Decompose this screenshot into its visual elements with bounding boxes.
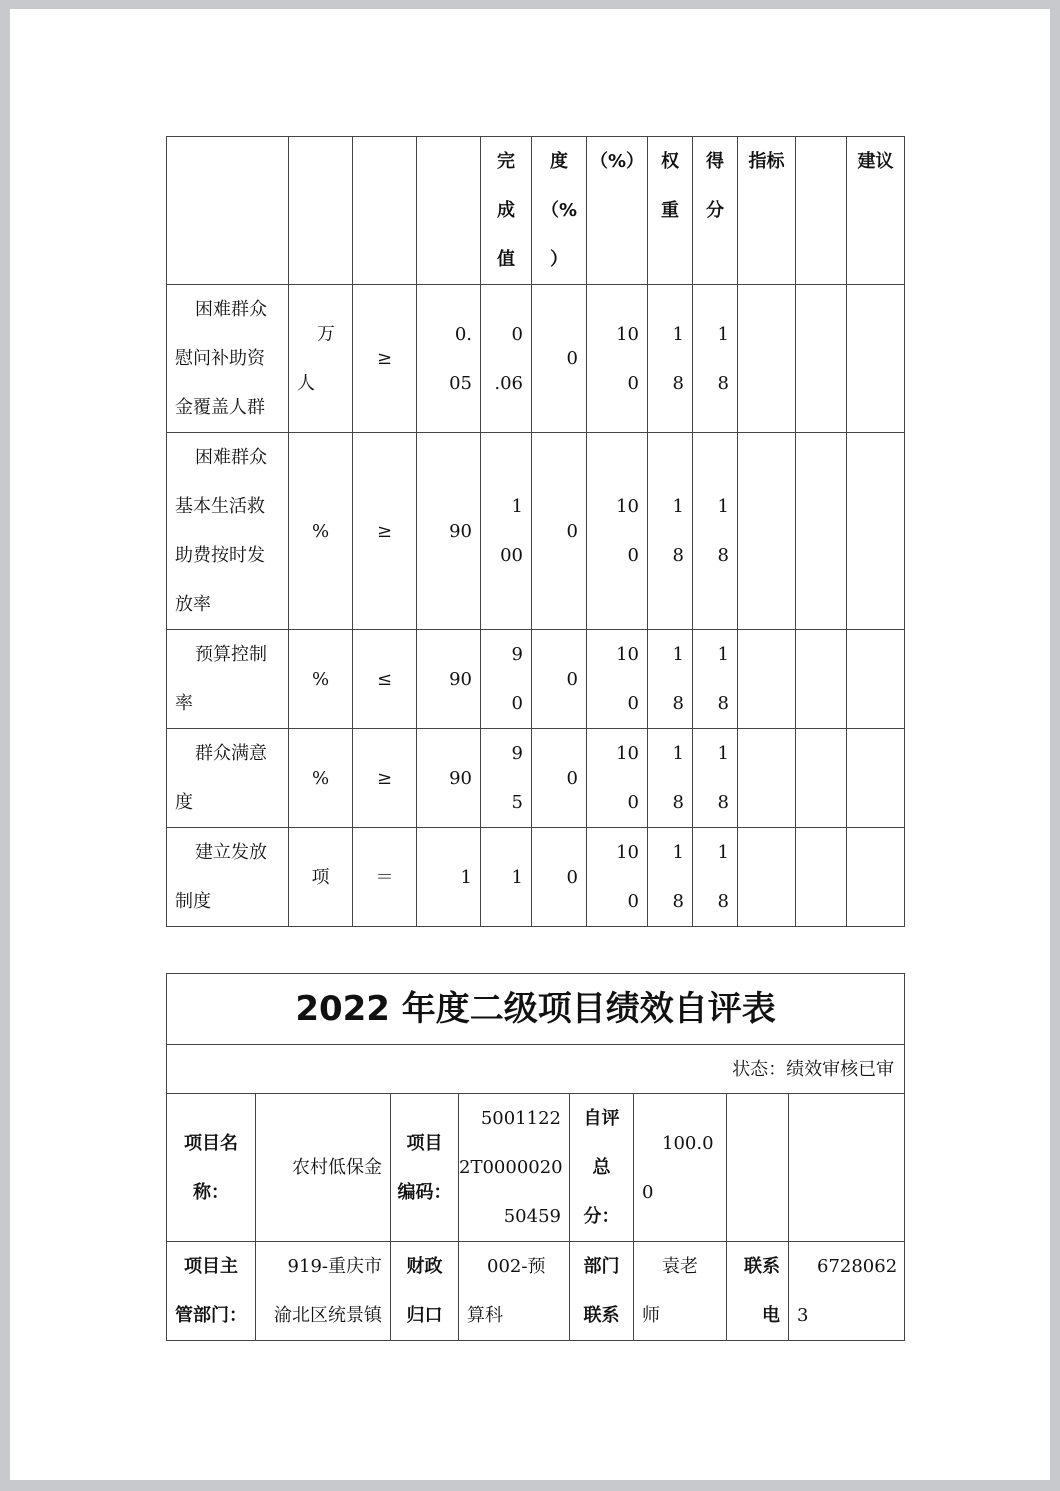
header-percent: （%） <box>587 137 648 285</box>
finance-category-value: 002-预 算科 <box>459 1242 570 1341</box>
indicator-deviation: 0 <box>532 285 587 433</box>
project-name-value: 农村低保金 <box>256 1094 391 1242</box>
indicator-name: 建立发放 制度 <box>167 828 289 927</box>
indicator-unit: 项 <box>289 828 353 927</box>
indicator-unit: % <box>289 729 353 828</box>
contact-label: 部门 联系 <box>570 1242 634 1341</box>
indicator-unit: % <box>289 433 353 630</box>
indicator-operator: ＝ <box>353 828 417 927</box>
header-weight: 权 重 <box>648 137 693 285</box>
indicator-actual: 1 <box>481 828 532 927</box>
indicator-deviation: 0 <box>532 433 587 630</box>
project-info-row <box>167 1094 905 1242</box>
indicator-deviation: 0 <box>532 630 587 729</box>
department-value: 919-重庆市 渝北区统景镇 <box>256 1242 391 1341</box>
header-cell <box>796 137 847 285</box>
indicator-weight: 1 8 <box>648 285 693 433</box>
header-cell <box>417 137 481 285</box>
table-row <box>167 433 905 630</box>
table-row <box>167 285 905 433</box>
finance-category-label: 财政 归口 <box>391 1242 459 1341</box>
header-cell <box>353 137 417 285</box>
indicator-deviation: 0 <box>532 729 587 828</box>
project-name-label: 项目名 称： <box>167 1094 256 1242</box>
header-completed-value: 完 成 值 <box>481 137 532 285</box>
indicator-actual: 0 .06 <box>481 285 532 433</box>
indicator-actual: 9 5 <box>481 729 532 828</box>
department-info-row <box>167 1242 905 1341</box>
header-degree: 度 （% ） <box>532 137 587 285</box>
table-header-row <box>167 137 905 285</box>
indicator-weight: 1 8 <box>648 828 693 927</box>
indicator-score-pct: 10 0 <box>587 630 648 729</box>
indicator-got: 1 8 <box>693 285 738 433</box>
indicator-score-pct: 10 0 <box>587 433 648 630</box>
header-suggestion: 建议 <box>847 137 905 285</box>
evaluation-form <box>166 973 905 1341</box>
indicator-score-pct: 10 0 <box>587 729 648 828</box>
indicator-target: 1 <box>417 828 481 927</box>
indicator-name: 预算控制 率 <box>167 630 289 729</box>
indicator-actual: 1 00 <box>481 433 532 630</box>
indicator-target: 90 <box>417 729 481 828</box>
indicator-got: 1 8 <box>693 630 738 729</box>
document-page <box>10 9 1050 1480</box>
contact-value: 袁老 师 <box>634 1242 727 1341</box>
header-indicator: 指标 <box>738 137 796 285</box>
indicator-weight: 1 8 <box>648 433 693 630</box>
indicator-unit: % <box>289 630 353 729</box>
indicator-unit: 万 人 <box>289 285 353 433</box>
indicator-got: 1 8 <box>693 433 738 630</box>
indicator-name: 困难群众 慰问补助资 金覆盖人群 <box>167 285 289 433</box>
indicator-got: 1 8 <box>693 729 738 828</box>
header-cell <box>289 137 353 285</box>
table-row <box>167 729 905 828</box>
indicator-name: 群众满意 度 <box>167 729 289 828</box>
indicator-score-pct: 10 0 <box>587 828 648 927</box>
form-title: 2022 年度二级项目绩效自评表 <box>167 974 905 1045</box>
indicator-weight: 1 8 <box>648 630 693 729</box>
table-row <box>167 828 905 927</box>
indicator-actual: 9 0 <box>481 630 532 729</box>
header-cell <box>167 137 289 285</box>
status-text: 状态：绩效审核已审 <box>167 1045 905 1094</box>
project-code-label: 项目 编码： <box>391 1094 459 1242</box>
indicator-operator: ≤ <box>353 630 417 729</box>
header-score: 得 分 <box>693 137 738 285</box>
project-code-value: 5001122 2T0000020 50459 <box>459 1094 570 1242</box>
indicator-target: 0. 05 <box>417 285 481 433</box>
indicator-operator: ≥ <box>353 433 417 630</box>
indicator-got: 1 8 <box>693 828 738 927</box>
phone-value: 6728062 3 <box>789 1242 905 1341</box>
indicator-score-pct: 10 0 <box>587 285 648 433</box>
phone-label: 联系 电 <box>727 1242 789 1341</box>
total-score-value: 100.0 0 <box>634 1094 727 1242</box>
table-row <box>167 630 905 729</box>
indicator-operator: ≥ <box>353 729 417 828</box>
indicator-table <box>166 136 905 927</box>
indicator-name: 困难群众 基本生活救 助费按时发 放率 <box>167 433 289 630</box>
department-label: 项目主 管部门： <box>167 1242 256 1341</box>
indicator-target: 90 <box>417 433 481 630</box>
indicator-weight: 1 8 <box>648 729 693 828</box>
indicator-target: 90 <box>417 630 481 729</box>
total-score-label: 自评 总 分： <box>570 1094 634 1242</box>
indicator-operator: ≥ <box>353 285 417 433</box>
indicator-deviation: 0 <box>532 828 587 927</box>
